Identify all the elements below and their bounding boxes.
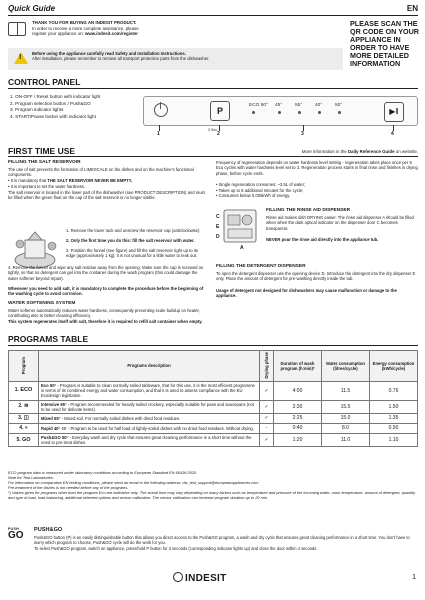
program-indicators: [249, 103, 359, 117]
salt-warning: Whenever you need to add salt, it is mandatory to complete the procedure before the beginning of the washing cycle to avoid corrosion.: [8, 286, 204, 297]
water-cell: 11.0: [322, 433, 370, 447]
start-pause-icon[interactable]: ▶‖: [384, 102, 404, 122]
salt-p2: The salt reservoir is located in the lower part of the dishwasher (see PRODUCT DESCRIPTION) and must be filled when the green float on the cap of the salt reservoir is no longer visible.: [8, 190, 205, 201]
label-d: D: [216, 234, 220, 240]
pushgo-p2: To select Push&GO program, switch on appliance, press/hold P button for 3 seconds (corresponding indicator lights up) and close the door within 4 seconds.: [34, 545, 318, 551]
warning-text: [32, 51, 337, 62]
control-panel-list: [10, 94, 140, 121]
first-use-divider: [8, 156, 418, 157]
program-description: Mixed 55° - Mixed soil. For normally soiled dishes with dried food residues.: [39, 414, 260, 424]
table-row: [9, 381, 418, 400]
drying-cell: ✓: [260, 433, 274, 447]
program-icon: ECO: [20, 387, 33, 394]
program-indicator: ECO 50°: [249, 103, 268, 114]
col-energy: Energy consumption (kWh/cycle): [370, 351, 418, 382]
regeneration-bullet: • Consumes below 0.005kWh of energy.: [216, 193, 291, 199]
rinse-heading: FILLING THE RINSE AID DISPENSER: [266, 208, 351, 213]
intro-register-text: register your appliance on:: [32, 31, 85, 37]
salt-p1: The use of salt prevents the formation of LIMESCALE on the dishes and on the machine's functional components.: [8, 167, 194, 178]
control-panel-diagram: [143, 96, 418, 140]
program-description: Push&GO 50° - Everyday wash and dry cycle that ensures great cleaning performance in a short time without the need to pre-treat dishes.: [39, 433, 260, 447]
program-icon: ◫: [23, 415, 29, 422]
table-row: [9, 414, 418, 424]
page-number: 1: [412, 574, 416, 581]
drying-cell: ✓: [260, 414, 274, 424]
energy-cell: 1.35: [370, 414, 418, 424]
program-icon: GO: [22, 436, 31, 443]
program-indicator: 50°: [335, 103, 342, 114]
program-cell: 5. GO: [9, 433, 39, 447]
salt-bullet: • It is important to set the water hardness.: [8, 183, 86, 189]
callout-number: 3: [301, 131, 304, 137]
warning-bold: Before using the appliance carefully read Safety and Installation Instructions.: [32, 51, 186, 56]
cp-item: 2. Program selection button / Push&GO: [10, 100, 91, 106]
note-line: For information on comparative EN testing conditions, please send an email to the following address: dw_test_support@europeanappliances.com: [8, 480, 259, 485]
control-panel-title: CONTROL PANEL: [8, 77, 81, 87]
duration-cell: 4:00: [274, 381, 322, 400]
program-description: Intensive 65° - Program recommended for heavily soiled crockery, especially suitable for pans and saucepans (not to be used for delicate items).: [39, 400, 260, 414]
program-indicator: 55°: [295, 103, 302, 114]
pushgo-title: PUSH&GO: [34, 527, 63, 533]
rinse-warning: NEVER pour the rinse aid directly into the appliance tub.: [266, 237, 379, 242]
control-panel-box: [143, 96, 418, 132]
scan-qr-text: PLEASE SCAN THE QR CODE ON YOUR APPLIANCE IN ORDER TO HAVE MORE DETAILED INFORMATION: [350, 19, 419, 69]
salt-step-4: 4. Remove the funnel and wipe any salt residue away from the opening. Make sure the cap is screwed on tightly, so that no detergent can get into the container during the wash program (this could damage the water softener beyond repair).: [8, 265, 204, 281]
duration-cell: 2:30: [274, 400, 322, 414]
detergent-p1: To open the detergent dispenser use the opening device D. Introduce the detergent into the dry dispenser E only. Place the amount of detergent for pre-washing directly inside the tub.: [216, 271, 416, 282]
hold-3-sec-label: 3 Sec: [208, 128, 218, 132]
program-cell: 2. ≋: [9, 400, 39, 414]
language-tag: EN: [406, 4, 418, 13]
pushgo-p1: Push&GO button (P) is an easily distinguishable button that allows you direct access to the Push&GO program, a wash and dry cycle that ensures great cleaning performance in a short time. You don't have to worry which program to choose, Push&GO cycle will do the work for you.: [34, 535, 410, 546]
program-description: Rapid 40° 45' - Program to be used for half load of lightly-soiled dishes with no dried food residues. Without drying.: [39, 423, 260, 433]
book-icon: [8, 22, 26, 36]
program-button[interactable]: P: [210, 101, 230, 121]
table-notes: [8, 470, 418, 500]
programs-table: [8, 350, 418, 447]
regeneration-bullets: [216, 182, 418, 199]
duration-cell: 2:25: [274, 414, 322, 424]
salt-step-2: 2. Only the first time you do this: fill the salt reservoir with water.: [66, 238, 195, 243]
duration-cell: 1:20: [274, 433, 322, 447]
regeneration-bullet: • Takes up to 5 additional minutes for the cycle;: [216, 187, 304, 193]
program-description: Eco 50° - Program is suitable to clean normally soiled tableware, that for this use, it is the most efficient programme in terms of its combined energy and water consumption, and that it is used to assess compliance with the EU Ecodesign legislation.: [39, 381, 260, 400]
callout-number: 4: [391, 131, 394, 137]
callout-number: 2: [217, 131, 220, 137]
cp-item: 4. START/Pause button with indicator light: [10, 113, 96, 119]
water-cell: 15.5: [322, 400, 370, 414]
col-program: Program: [9, 351, 39, 382]
note-line: ECO program data is measured under laboratory conditions according to European Standard EN 60436:2020.: [8, 470, 198, 475]
daily-guide-link[interactable]: Daily Reference Guide: [347, 149, 395, 154]
rinse-p1: Rinse aid makes dish DRYING easier. The rinse aid dispenser A should be filled when when the dark optical indicator on the dispenser door C becomes transparent.: [266, 215, 414, 231]
program-icon: ≋: [23, 403, 29, 410]
table-header-row: [9, 351, 418, 382]
pushgo-section: [8, 527, 418, 555]
label-a: A: [240, 245, 244, 251]
intro-line3: [32, 31, 272, 37]
softening-heading: WATER SOFTENING SYSTEM: [8, 301, 76, 306]
programs-table-title: PROGRAMS TABLE: [8, 334, 89, 344]
water-cell: 8.0: [322, 423, 370, 433]
col-description: Programs description: [39, 351, 260, 382]
softening-p2: This system regenerates itself with salt, therefore it is required to refill salt container when empty.: [8, 319, 203, 324]
water-cell: 11.5: [322, 381, 370, 400]
duration-cell: 0:40: [274, 423, 322, 433]
pushgo-logo: PUSH GO: [8, 527, 24, 542]
dispenser-illustration: [216, 206, 262, 248]
warning-icon: !: [14, 52, 28, 64]
col-drying: Drying phase: [260, 351, 274, 382]
table-row: [9, 433, 418, 447]
register-link[interactable]: www.indesit.com/register: [84, 31, 138, 37]
energy-cell: 1.50: [370, 400, 418, 414]
header-divider: [8, 15, 418, 16]
col-water: Water consumption (litres/cycle): [322, 351, 370, 382]
salt-step-1: 1. Remove the lower rack and unscrew the reservoir cap (anticlockwise).: [66, 228, 201, 233]
programs-divider: [8, 345, 418, 346]
first-use-title: FIRST TIME USE: [8, 146, 76, 156]
program-icon: »: [24, 424, 28, 431]
pushgo-text: [34, 535, 418, 551]
page: [8, 4, 418, 596]
intro-line2: In order to receive a more complete assistance, please: [32, 25, 139, 31]
cp-item: 1. ON-OFF / Reset button with indicator light: [10, 94, 101, 99]
label-e: E: [216, 224, 220, 230]
control-panel-divider: [8, 88, 418, 89]
daily-guide-note: More information in the Daily Reference Guide on website.: [301, 149, 418, 154]
program-indicator: 40°: [315, 103, 322, 114]
softening-p1: Water softener automatically reduces water hardness, consequently preventing scale buildup on heater, contributing also to better cleaning efficiency.: [8, 308, 200, 319]
program-cell: 4. »: [9, 423, 39, 433]
program-indicator: 45°: [275, 103, 282, 114]
col-duration: Duration of wash program (h:min)*: [274, 351, 322, 382]
regeneration-bullet: • Single regeneration consumes: ~3.5L of water;: [216, 182, 306, 187]
table-row: [9, 423, 418, 433]
power-icon[interactable]: [154, 103, 168, 117]
drying-cell: -: [260, 423, 274, 433]
page-title: Quick Guide: [8, 4, 56, 13]
energy-cell: 0.76: [370, 381, 418, 400]
program-cell: 1. ECO: [9, 381, 39, 400]
warning-body: After installation, please remember to remove all transport protection parts from the dishwasher.: [32, 56, 210, 62]
salt-bullet: • It is mandatory that THE SALT RESERVOIR NEVER BE EMPTY.: [8, 178, 133, 183]
drying-cell: ✓: [260, 400, 274, 414]
brand-logo: INDESIT: [173, 572, 227, 586]
note-line: Pre-treatment of the dishes is not needed before any of the programs.: [8, 485, 129, 490]
page-header: [8, 4, 418, 16]
drying-cell: ✓: [260, 381, 274, 400]
cp-item: 3. Program indicator lights: [10, 107, 64, 113]
detergent-heading: FILLING THE DETERGENT DISPENSER: [216, 264, 306, 269]
energy-cell: 0.90: [370, 423, 418, 433]
salt-heading: FILLING THE SALT RESERVOIR: [8, 160, 81, 165]
note-line: Note for Test Laboratories:: [8, 475, 54, 480]
table-row: [9, 400, 418, 414]
warning-box: [8, 48, 343, 70]
intro-thanks: THANK YOU FOR BUYING AN INDESIT PRODUCT.: [32, 20, 137, 25]
energy-cell: 1.10: [370, 433, 418, 447]
label-c: C: [216, 214, 220, 220]
program-cell: 3. ◫: [9, 414, 39, 424]
salt-bullets: [8, 178, 208, 189]
callout-number: 1: [157, 131, 160, 137]
regeneration-p1: Frequency of regeneration depends on water hardness level setting - regeneration takes place once per 5 Eco cycles with water hardness level set to 3. Regeneration process starts in final rinse and finishes in drying phase, before cycle ends.: [216, 160, 418, 176]
intro-text: [32, 20, 272, 37]
salt-step-3: 3. Position the funnel (see figure) and fill the salt reservoir right up to its edge (approximately 1 kg); it is not unusual for a little water to leak out.: [66, 248, 198, 259]
note-line: *) Values given for programs other than the program Eco are indicative only. The actual time may vary depending on many factors such as temperature and pressure of the incoming water, room temperature, amount of detergent, quantity and type of load, load balancing, additional selected options and sensor calibration. The sensor calibration can increase program duration up to 20 min.: [8, 490, 416, 500]
intro-block: [8, 20, 278, 42]
water-cell: 15.0: [322, 414, 370, 424]
detergent-warning: Usage of detergent not designed for dishwashers may cause malfunction or damage to the appliance.: [216, 288, 397, 299]
